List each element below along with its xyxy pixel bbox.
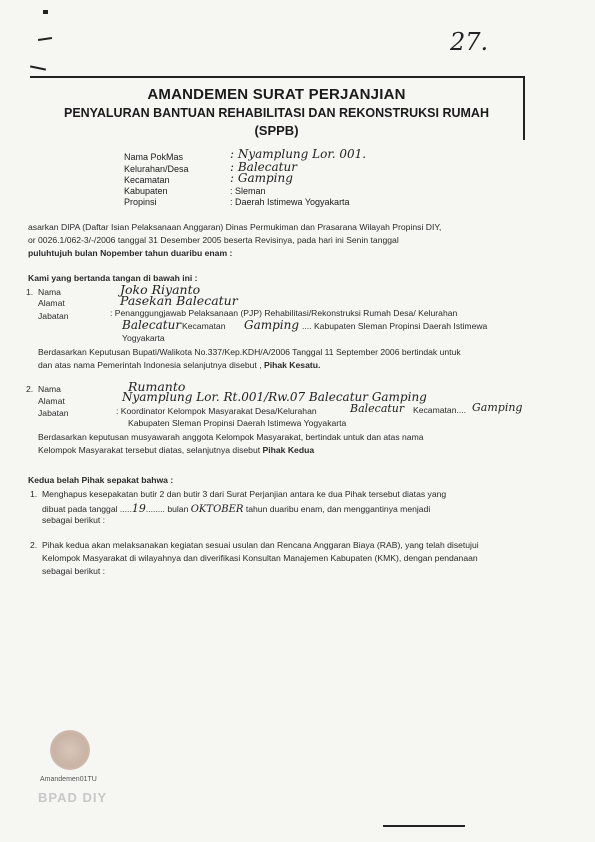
intro-line-1: asarkan DIPA (Daftar Isian Pelaksanaan Anggaran) Dinas Permukiman dan Prasarana Wilayah Propinsi DIY, <box>28 222 442 232</box>
agreement-heading: Kedua belah Pihak sepakat bahwa : <box>28 475 174 485</box>
party1-jabatan-gamping: Gamping <box>244 318 300 332</box>
nama-pokmas-label: Nama PokMas <box>124 152 184 162</box>
scan-mark <box>43 10 48 14</box>
item-1-bulan: ........ bulan <box>145 504 189 514</box>
party1-number: 1. <box>26 287 34 297</box>
party2-jabatan-line1: : Koordinator Kelompok Masyarakat Desa/Kelurahan <box>116 406 317 416</box>
intro-line-3: puluhtujuh bulan Nopember tahun duaribu enam : <box>28 248 233 258</box>
party2-jabatan-desa: Balecatur <box>350 402 405 415</box>
party1-jabatan-line1: : Penanggungjawab Pelaksanaan (PJP) Rehabilitasi/Rekonstruksi Rumah Desa/ Kelurahan <box>110 308 458 318</box>
party1-jabatan-label: Jabatan <box>38 311 69 321</box>
party2-nama-value: Rumanto <box>128 379 186 394</box>
stamp-seal <box>50 730 90 770</box>
kecamatan-label: Kecamatan <box>124 175 170 185</box>
kelurahan-value: : Balecatur <box>230 160 297 174</box>
party1-jabatan-line2-end: .... Kabupaten Sleman Propinsi Daerah Istimewa <box>302 321 488 331</box>
party2-nama-label: Nama <box>38 384 61 394</box>
kelurahan-label: Kelurahan/Desa <box>124 164 189 174</box>
kecamatan-value: : Gamping <box>230 171 293 185</box>
item-1-line2-end: tahun duaribu enam, dan menggantinya menjadi <box>245 504 431 514</box>
item-1-date-prefix: dibuat pada tanggal ..... <box>42 504 132 514</box>
page-number: 27. <box>450 28 489 56</box>
kabupaten-value: : Sleman <box>230 186 266 196</box>
intro-line-2: or 0026.1/062-3/-/2006 tanggal 31 Desember 2005 beserta Revisinya, pada hari ini Senin tanggal <box>28 235 399 245</box>
item-2-number: 2. <box>30 540 38 550</box>
bottom-line <box>383 825 465 827</box>
pihak-kesatu-label: Pihak Kesatu. <box>263 360 321 370</box>
propinsi-label: Propinsi <box>124 197 157 207</box>
nama-pokmas-value: : Nyamplung Lor. 001. <box>230 147 367 161</box>
party2-basis-line2 <box>38 445 314 455</box>
signatories-heading: Kami yang bertanda tangan di bawah ini : <box>28 273 198 283</box>
item-1-number: 1. <box>30 489 38 499</box>
party1-basis-line1: Berdasarkan Keputusan Bupati/Walikota No.337/Kep.KDH/A/2006 Tanggal 11 September 2006 bertindak untuk <box>38 347 461 357</box>
kabupaten-label: Kabupaten <box>124 186 168 196</box>
party1-basis-line2 <box>38 360 320 370</box>
pihak-kedua-label: Pihak Kedua <box>262 445 315 455</box>
party2-jabatan-kecamatan: Kecamatan.... <box>413 405 467 415</box>
item-1-line1: Menghapus kesepakatan butir 2 dan butir 3 dari Surat Perjanjian antara ke dua Pihak tersebut diatas yang <box>42 489 447 499</box>
party1-nama-label: Nama <box>38 287 61 297</box>
propinsi-value: : Daerah Istimewa Yogyakarta <box>230 197 350 207</box>
party2-alamat-value: Nyamplung Lor. Rt.001/Rw.07 Balecatur Gamping <box>122 390 427 404</box>
party1-alamat-value: Pasekan Balecatur <box>120 293 238 308</box>
party2-basis-line1: Berdasarkan keputusan musyawarah anggota Kelompok Masyarakat, bertindak untuk dan atas nama <box>38 432 424 442</box>
party1-nama-value: Joko Riyanto <box>120 282 201 297</box>
party1-jabatan-line3: Yogyakarta <box>122 333 165 343</box>
title-line-2: PENYALURAN BANTUAN REHABILITASI DAN REKONSTRUKSI RUMAH <box>63 106 489 120</box>
party1-jabatan-desa: Balecatur <box>122 318 182 332</box>
item-1-line2 <box>42 502 430 515</box>
item-2-line2: Kelompok Masyarakat di wilayahnya dan diverifikasi Konsultan Manajemen Kabupaten (KMK), dengan pendanaan <box>42 553 478 563</box>
footer-small-label: Amandemen01TU <box>40 776 97 783</box>
item-2-line1: Pihak kedua akan melaksanakan kegiatan sesuai usulan dan Rencana Anggaran Biaya (RAB), yang telah disetujui <box>42 540 479 550</box>
party2-number: 2. <box>26 384 34 394</box>
title-line-3: (SPPB) <box>254 123 299 138</box>
party2-jabatan-gamping: Gamping <box>472 401 523 414</box>
scan-mark <box>30 65 46 70</box>
party2-alamat-label: Alamat <box>38 396 65 406</box>
scan-mark <box>38 37 52 41</box>
title-line-1: AMANDEMEN SURAT PERJANJIAN <box>147 86 406 103</box>
party2-jabatan-label: Jabatan <box>38 408 69 418</box>
watermark: BPAD DIY <box>38 790 108 805</box>
title-box <box>30 76 525 140</box>
party2-basis-text: Kelompok Masyarakat tersebut diatas, selanjutnya disebut <box>38 445 263 455</box>
item-1-day: 19 <box>131 502 146 515</box>
party1-alamat-label: Alamat <box>38 298 65 308</box>
item-1-month: OKTOBER <box>190 504 244 515</box>
party2-jabatan-line2: Kabupaten Sleman Propinsi Daerah Istimewa Yogyakarta <box>128 418 347 428</box>
item-2-line3: sebagai berikut : <box>42 566 106 576</box>
party1-jabatan-kecamatan: Kecamatan <box>182 321 226 331</box>
party1-basis-text: dan atas nama Pemerintah Indonesia selanjutnya disebut , <box>38 360 264 370</box>
item-1-line3: sebagai berikut : <box>42 515 106 525</box>
